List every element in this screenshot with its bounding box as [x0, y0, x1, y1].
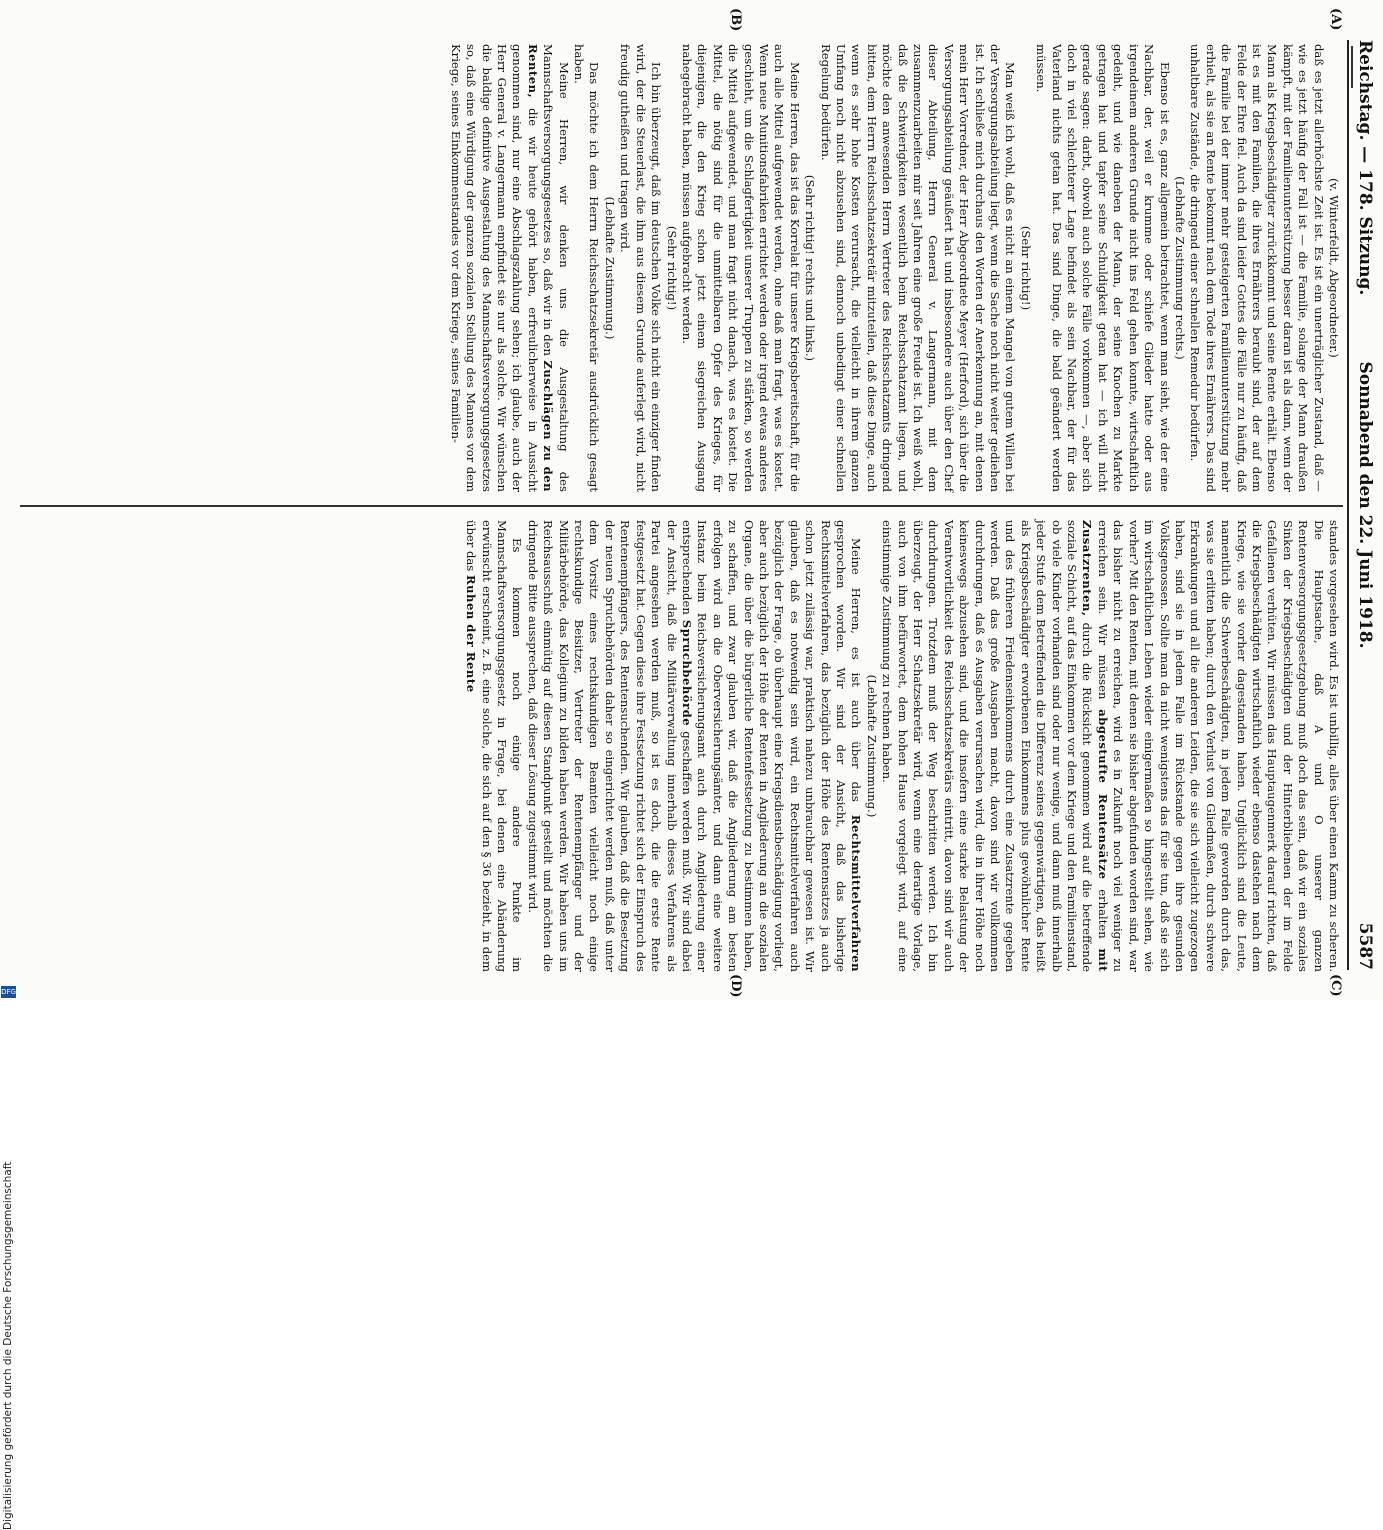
emphasis-run: Zuschlägen zu den Renten, [525, 44, 556, 493]
paragraph [879, 520, 1341, 972]
emphasis-run: mit Zusatzrenten, [1080, 520, 1110, 973]
emphasis-run: Ruhen der Rente [464, 574, 479, 693]
emphasis-run: Spruchbehörde [679, 619, 694, 727]
text-run: durch die Rücksicht genommen wird auf die betreffende soziale Schicht, auf das Einkommen vor dem Kriege und den Familienstand, ob viele Kinder vorhanden sind oder nur wenige, und dann muß innerhalb jeder Stufe dem Betreffenden die Differenz seines gegenwärtigen, das heißt als Kriegsbeschädigter erworbenen Einkommens plus gewöhnlicher Rente und des früheren Friedenseinkommens durch eine Zusatzrente gegeben werden. Daß das große Ausgaben macht, davon sind wir vollkommen durchdrungen, daß es Ausgaben verursachen wird, die in ihrer Höhe noch keineswegs abzusehen sind, und die insofern eine starke Belastung der Verantwortlichkeit des Reichsschatzsekretärs eintritt, davon sind wir auch durchdrungen. Trotzdem muß der Weg beschritten werden. Ich bin überzeugt, der Herr Schatzsekretär wird, wenn eine derartige Vorlage, auch von ihm befürwortet, dem hohen Hause vorgelegt wird, auf eine einstimmige Zustimmung zu rechnen haben. [880, 520, 1095, 973]
paragraph: Das möchte ich dem Herrn Reichsschatzsekretär ausdrücklich gesagt haben. [572, 44, 602, 492]
paragraph [524, 520, 863, 972]
reaction-note: (Lebhafte Zustimmung.) [864, 674, 879, 818]
credit-text: Digitalisierung gefördert durch die Deutsche Forschungsgemeinschaft [2, 1161, 14, 1530]
header-session: Reichstag. — 178. Sitzung. [1355, 40, 1375, 296]
reaction-note: (Sehr richtig! rechts und links.) [803, 174, 818, 362]
page-header [1353, 40, 1375, 970]
paragraph: Man weiß ich wohl, daß es nicht an einem Mangel von gutem Willen bei der Versorgungsabteilung liegt, wenn die Sache noch nicht weiter gediehen ist. Ich schließe mich durchaus den Worten der Anerkennung an, mit denen mein Herr Vorredner, der Herr Abgeordnete Meyer (Herford), sich über die Versorgungsabteilung geäußert hat und insbesondere auch über den Chef dieser Abteilung, Herrn General v. Langermann, mit dem zusammenzuarbeiten mir seit Jahren eine große Freude ist. Ich weiß wohl, daß die Schwierigkeiten wesentlich beim Reichsschatzamt liegen, und möchte den anwesenden Herrn Vertreter des Reichsschatzamts dringend bitten, dem Herrn Reichsschatzsekretär mitzuteilen, daß diese Dinge, auch wenn es sehr hohe Kosten verursacht, die vielleicht in ihrem ganzen Umfang noch nicht abzusehen sind, dennoch unbedingt einer schnellen Regelung bedürfen. [818, 44, 1018, 492]
text-run: geschaffen werden muß. Wir sind dabei der Ansicht, daß die Militärverwaltung innerhalb dieses Verfahrens als Partei angesehen werden muß, so ist es doch, die die erste Rente festgesetzt hat. Gegen diese ihre Festsetzung richtet sich der Einspruch des Rentenempfängers, des Rentensuchenden. Wir glauben, daß die Besetzung der neuen Spruchbehörden daher so eingerichtet werden muß, daß unter dem Vorsitz eines rechtskundigen Beamten vielleicht noch einige rechtskundige Beisitzer, Vertreter der Rentenempfänger und der Militärbehörde, das Kollegium zu bilden haben werden. Wir haben uns im Reichsausschuß einmütig auf diesen Standpunkt gestellt und möchten die dringende Bitte aussprechen, daß dieser Lösung zugestimmt wird. [525, 520, 694, 973]
paragraph: daß es jetzt allerhöchste Zeit ist. Es ist ein unerträglicher Zustand, daß — wie es jetzt häufig der Fall ist — die Familie, solange der Mann draußen kämpft, mit der Familienunterstützung besser daran ist als dann, wenn der Mann als Kriegsbeschädigter zurückkommt und seine Rente erhält. Ebenso ist es mit den Familien, die ihres Ernährers beraubt sind, der auf dem Felde der Ehre fiel. Auch da sind leider Gottes die Fälle nur zu häufig, daß die Familie bei der immer mehr gesteigerten Familienunterstützung mehr erhielt, als sie an Rente bekommt nach dem Tode ihres Ernährers. Das sind unhaltbare Zustände, die dringend einer schnellen Remedur bedürfen. [1188, 44, 1326, 492]
column-divider [20, 505, 1343, 507]
margin-marker-d: (D) [728, 974, 743, 998]
text-run: die wir heute gehört haben, erfreulicherweise in Aussicht genommen sind, nur eine Abschlagszahlung sehen; ich glaube, auch der Herr General v. Langermann empfindet sie nur als solche. Wir wünschen die baldige definitive Ausgestaltung des Mannschaftsversorgungsgesetzes so, daß eine Würdigung der ganzen sozialen Stellung des Mannes vor dem Kriege, seines Einkommenstandes vor dem Kriege, seines Familien- [448, 44, 540, 492]
paragraph: Ich bin überzeugt, daß im deutschen Volke sich nicht ein einziger finden wird, der die Steuerlast, die ihm aus diesem Grunde auferlegt wird, nicht freudig gutheißen und tragen wird. [618, 44, 664, 492]
margin-marker-b: (B) [728, 8, 743, 32]
reaction-note: (Lebhafte Zustimmung rechts.) [1172, 176, 1187, 360]
text-run: Meine Herren, es ist auch über das [849, 538, 864, 802]
reaction-note: (Sehr richtig!) [1018, 225, 1033, 311]
text-run: standes vorgesehen wird. Es ist unbillig, alles über einen Kamm zu scheren. Die Hauptsache, daß A und O unserer ganzen Rentenversorgungsgesetzgebung muß doch das sein, daß wir ein soziales Sinken der Kriegsbeschädigten und der Hinterbliebenen der im Felde Gefallenen verhüten. Wir müssen das Hauptaugenmerk darauf richten, daß die Kriegsbeschädigten wirtschaftlich wieder ebenso dastehen nach dem Kriege, wie sie vorher dagestanden haben. Unglücklich sind die Leute, namentlich die Schwerbeschädigten, in jedem Falle geworden durch das, was sie erlitten haben; durch den Verlust von Gliedmaßen, durch schwere Erkrankungen und all die anderen Leiden, die sie sich vielleicht zugezogen haben, sind sie in jedem Falle im Rückstande gegen ihre gesunden Volksgenossen. Sollte man da nicht wenigstens das für sie tun, daß sie sich im wirtschaftlichen Leben wieder einigermaßen so hingestellt sehen, wie vorher? Mit den Renten, mit denen sie bisher abgefunden worden sind, war das bisher nicht zu erreichen, wird es in Zukunft noch viel weniger zu erreichen sein. Wir müssen [1095, 520, 1341, 972]
text-run: Meine Herren, wir denken uns die Ausgestaltung des Mannschaftsversorgungsgesetzes so, daß wir in den [541, 44, 571, 492]
margin-marker-c: (C) [1328, 974, 1343, 997]
margin-marker-a: (A) [1328, 8, 1343, 31]
emphasis-run: Rechtsmittelverfahren [849, 814, 864, 973]
header-date: Sonnabend den 22. Juni 1918. [1355, 361, 1375, 649]
text-run: Es kommen noch einige andere Punkte im Mannschaftsversorgungsgesetz in Frage, bei denen eine Abänderung erwünscht erscheint, z. B. eine solche, die sich auf den § 36 bezieht, in dem über das [464, 520, 525, 972]
page-number: 5587 [1355, 922, 1375, 970]
text-run: erhalten [1095, 889, 1110, 939]
emphasis-run: abgestufte Rentensätze [1095, 709, 1110, 880]
reaction-note: (Sehr richtig!) [664, 225, 679, 311]
paragraph: Ebenso ist es, ganz allgemein betrachtet, wenn man sieht, wie der eine Nachbar, der, weil er krumme oder schiefe Glieder hatte oder aus irgendeinem anderen Grunde nicht ins Feld gehen konnte, wirtschaftlich gedeiht, und wie daneben der Mann, der seine Knochen zu Markte getragen hat und tapfer seine Schuldigkeit getan hat — ich will nicht gerade sagen: darbt, obwohl auch solche Fälle vorkommen —, aber sich doch in viel schlechterer Lage befindet als sein Nachbar, der für das Vaterland nichts getan hat. Das sind Dinge, die bald geändert werden müssen. [1034, 44, 1172, 492]
reaction-note: (Lebhafte Zustimmung.) [602, 196, 617, 340]
paragraph [447, 44, 570, 492]
speaker-line: (v. Winterfeldt, Abgeordneter.) [1327, 178, 1341, 358]
right-column [463, 520, 1341, 972]
left-column [447, 44, 1341, 492]
paragraph: Meine Herren, das ist das Korrelat für unsere Kriegsbereitschaft, für die auch alle Mittel aufgewendet werden, ohne daß man fragt, was es kostet. Wenn neue Munitionsfabriken errichtet werden oder irgend etwas anderes geschieht, um die Schlagfertigkeit unserer Truppen zu stärken, so werden die Mittel aufgewendet, und man fragt nicht danach, was es kostet. Die Mittel, die nötig sind für die unmittelbaren Opfer des Krieges, für diejenigen, die den Krieg schon jetzt einem siegreichen Ausgang nahegebracht haben, müssen aufgebracht werden. [679, 44, 802, 492]
text-run: gesprochen worden. Wir sind der Ansicht, daß das bisherige Rechtsmittelverfahren, das bezüglich der Höhe des Rentensatzes ja auch schon jetzt zulässig war, praktisch nahezu unbrauchbar gewesen ist. Wir glauben, daß es notwendig sein wird, ein Rechtsmittelverfahren auch bezüglich der Frage, ob überhaupt eine Kriegsdienstbeschädigung vorliegt, aber auch bezüglich der Höhe der Renten in Angliederung an die sozialen Organe, die über die bürgerliche Rentenfestsetzung zu bestimmen haben, zu schaffen, und zwar glauben wir, daß die Angliederung am besten erfolgen wird an die Oberversicherungsämter, und dann eine weitere Instanz beim Reichsversicherungsamt auch durch Angliederung einer entsprechenden [679, 520, 848, 972]
header-rule [1347, 40, 1349, 970]
paragraph [463, 520, 525, 972]
dfg-logo: DFG [1, 988, 16, 996]
